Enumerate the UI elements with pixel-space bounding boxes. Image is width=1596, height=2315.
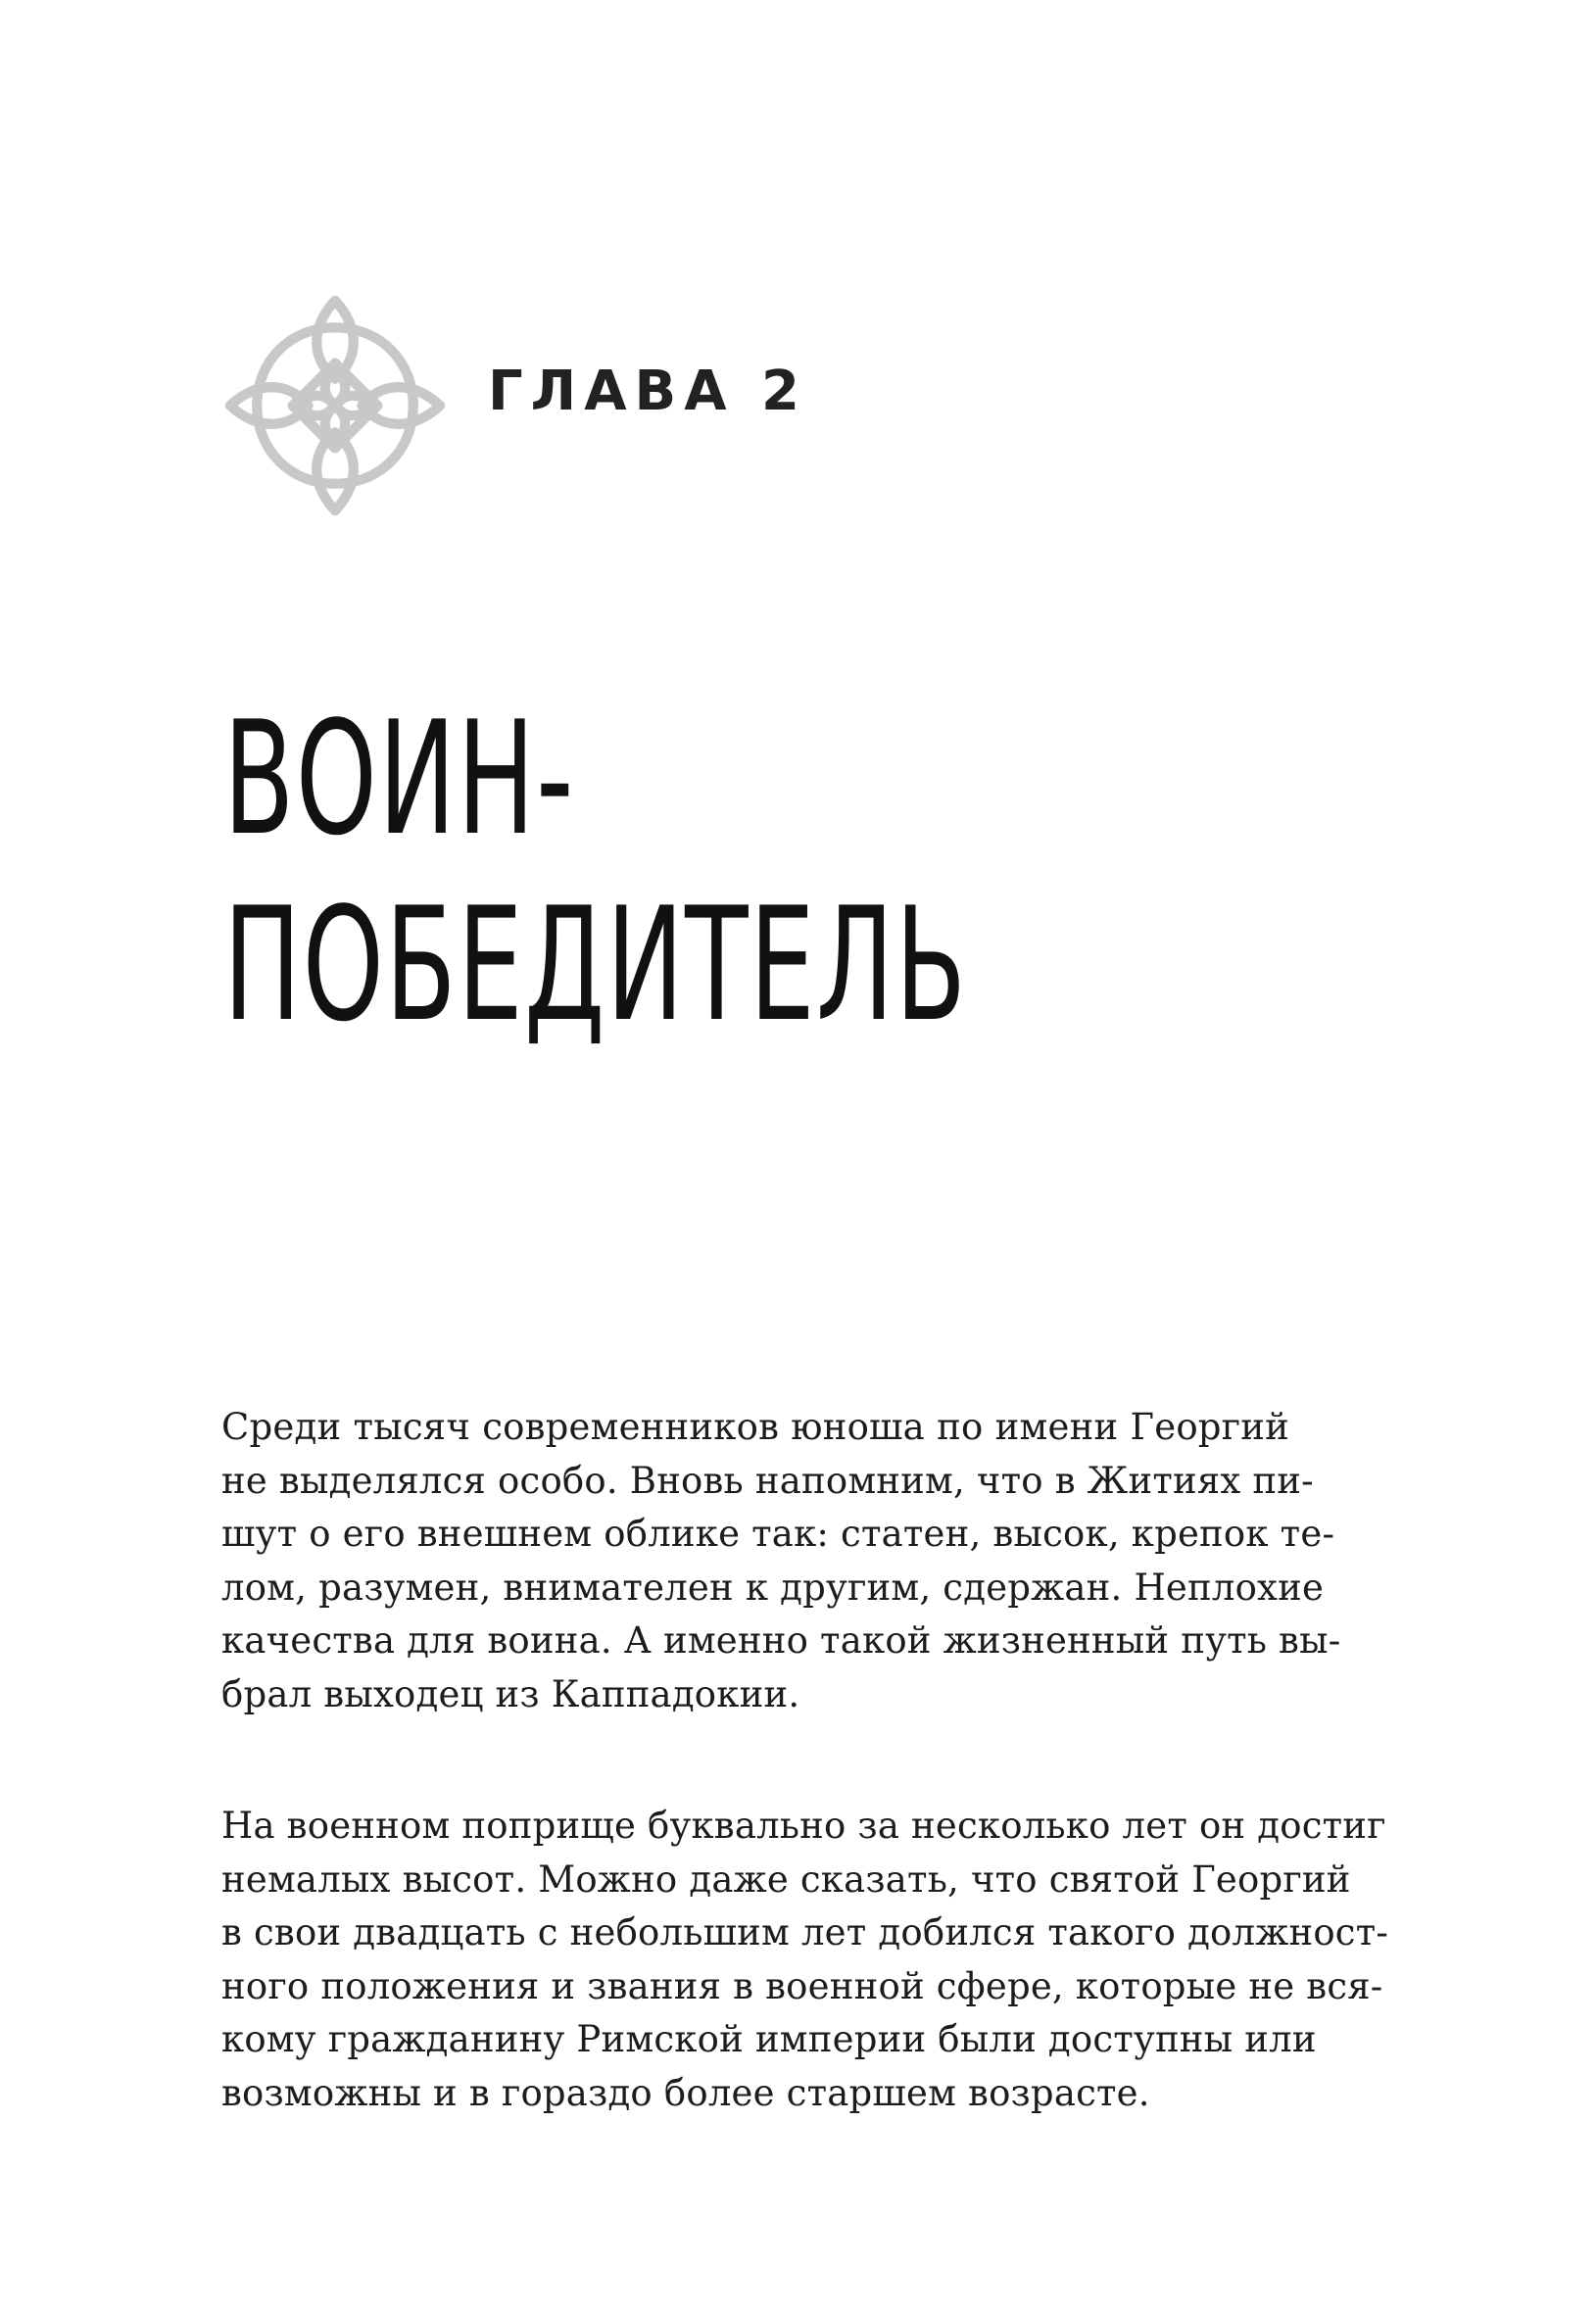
text-line: На военном поприще буквально за несколько лет он достиг	[221, 1805, 1386, 1847]
paragraph	[221, 1401, 1341, 1721]
text-line: ного положения и звания в военной сфере, которые не вся-	[221, 1964, 1383, 2007]
chapter-title	[223, 686, 967, 1058]
text-line: шут о его внешнем облике так: статен, высок, крепок те-	[221, 1513, 1335, 1555]
chapter-title-line: ПОБЕДИТЕЛЬ	[223, 873, 968, 1056]
body-text	[221, 1401, 1389, 2198]
floral-knot-ornament-icon	[223, 294, 447, 517]
text-line: кому гражданину Римской империи были доступны или	[221, 2018, 1317, 2060]
text-line: немалых высот. Можно даже сказать, что святой Георгий	[221, 1857, 1351, 1901]
text-line: лом, разумен, внимателен к другим, сдержан. Неплохие	[221, 1566, 1325, 1609]
paragraph	[221, 1800, 1389, 2120]
text-line: возможны и в гораздо более старшем возрасте.	[221, 2071, 1150, 2114]
text-line: качества для воина. А именно такой жизненный путь вы-	[221, 1619, 1341, 1662]
chapter-label: ГЛАВА 2	[488, 360, 808, 423]
chapter-title-line: ВОИН-	[223, 687, 575, 870]
text-line: в свои двадцать с небольшим лет добился такого должност-	[221, 1911, 1389, 1953]
text-line: не выделялся особо. Вновь напомним, что в Житиях пи-	[221, 1459, 1314, 1502]
text-line: Среди тысяч современников юноша по имени Георгий	[221, 1406, 1289, 1448]
text-line: брал выходец из Каппадокии.	[221, 1672, 800, 1715]
